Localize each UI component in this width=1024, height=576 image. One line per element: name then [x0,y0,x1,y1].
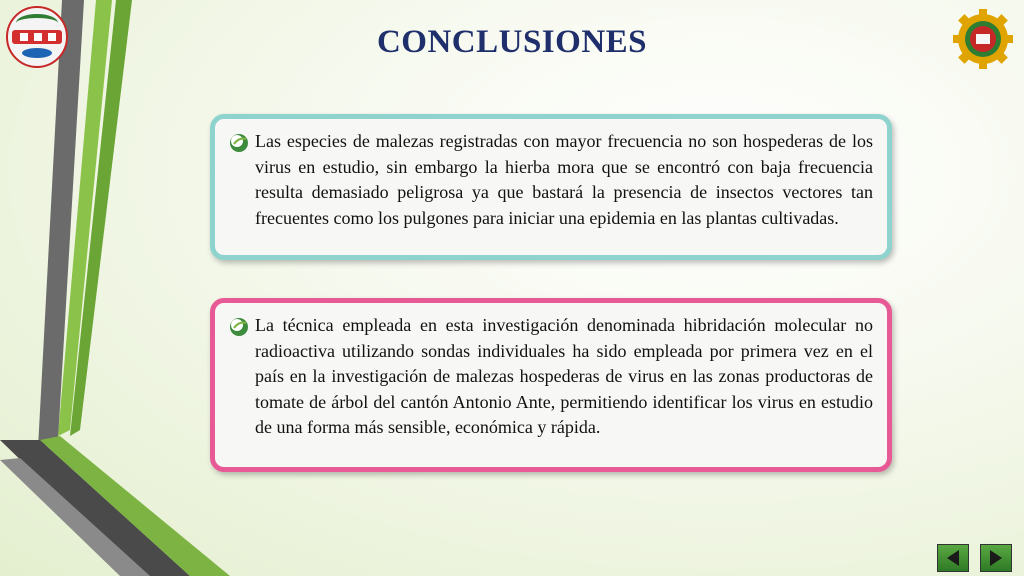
conclusion-text-1: Las especies de malezas registradas con mayor frecuencia no son hospederas de los virus en estudio, sin embargo la hierba mora que se encontró con baja frecuencia resulta demasiado peligrosa ya que bastará la presencia de insectos vectores tan frecuentes como los pulgones para iniciar una epidemia en las plantas cultivadas. [255,131,873,228]
conclusion-card-2 [210,298,892,472]
leaf-check-icon [229,133,249,153]
arrow-left-icon [938,545,968,571]
conclusion-text-2: La técnica empleada en esta investigación denominada hibridación molecular no radioactiva utilizando sondas individuales ha sido empleada por primera vez en el país en la investigación de malezas hospederas de virus en las zonas productoras de tomate de árbol del cantón Antonio Ante, permitiendo identificar los virus en estudio de una forma más sensible, económica y rápida. [255,315,873,437]
conclusion-card-1 [210,114,892,260]
leaf-check-icon [229,317,249,337]
previous-slide-button[interactable] [937,544,969,572]
arrow-right-icon [981,545,1011,571]
next-slide-button[interactable] [980,544,1012,572]
slide-title: CONCLUSIONES [376,24,648,60]
